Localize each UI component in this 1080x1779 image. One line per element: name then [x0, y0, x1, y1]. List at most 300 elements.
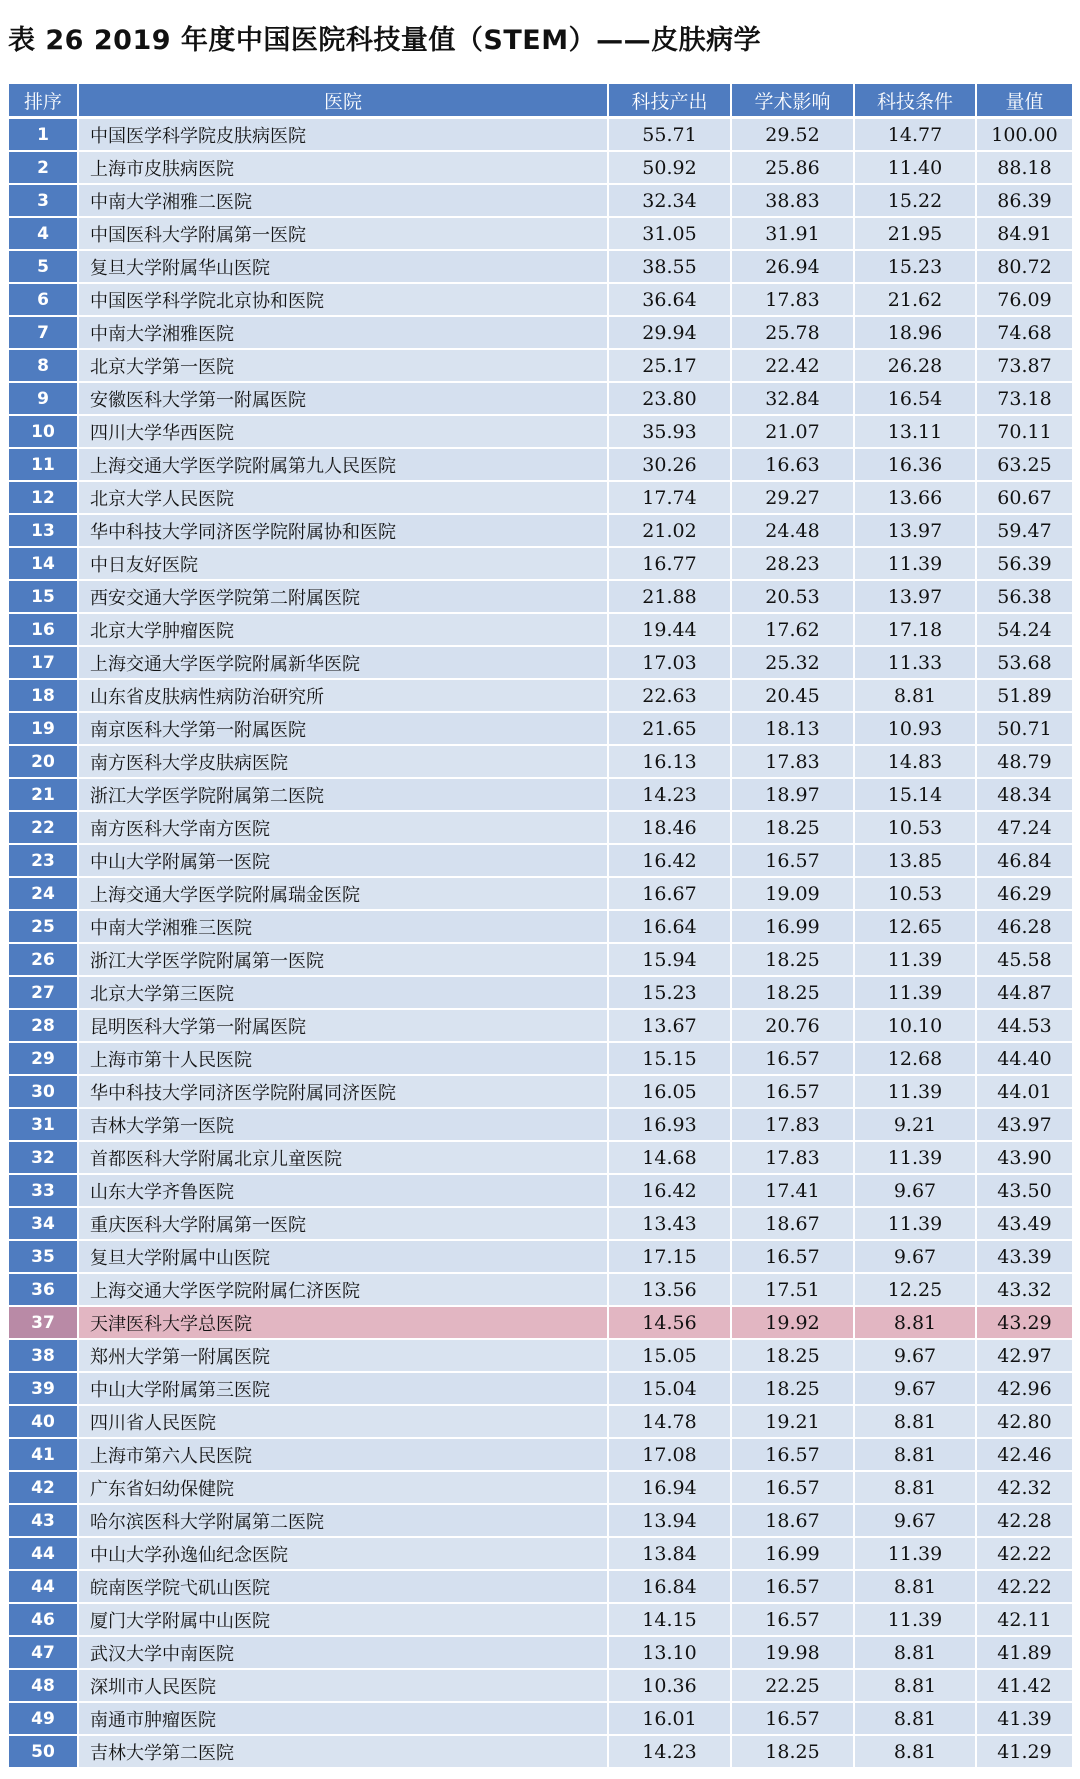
hospital-cell: 郑州大学第一附属医院: [79, 1340, 609, 1373]
output-cell: 21.02: [609, 515, 732, 548]
output-cell: 14.23: [609, 779, 732, 812]
value-cell: 41.42: [977, 1670, 1072, 1703]
table-row: [9, 1307, 1072, 1340]
table-row: [9, 1274, 1072, 1307]
value-cell: 70.11: [977, 416, 1072, 449]
output-cell: 16.77: [609, 548, 732, 581]
rank-cell: 21: [9, 779, 79, 812]
condition-cell: 21.62: [855, 284, 977, 317]
header-value: 量值: [977, 84, 1072, 119]
rank-cell: 13: [9, 515, 79, 548]
table-body: [9, 119, 1072, 1769]
hospital-cell: 中山大学附属第三医院: [79, 1373, 609, 1406]
rank-cell: 49: [9, 1703, 79, 1736]
table-row: [9, 812, 1072, 845]
table-row: [9, 581, 1072, 614]
academic-cell: 18.25: [732, 1373, 855, 1406]
table-row: [9, 1340, 1072, 1373]
hospital-cell: 安徽医科大学第一附属医院: [79, 383, 609, 416]
rank-cell: 39: [9, 1373, 79, 1406]
table-row: [9, 1241, 1072, 1274]
rank-cell: 15: [9, 581, 79, 614]
header-output: 科技产出: [609, 84, 732, 119]
academic-cell: 32.84: [732, 383, 855, 416]
output-cell: 19.44: [609, 614, 732, 647]
rank-cell: 26: [9, 944, 79, 977]
rank-cell: 32: [9, 1142, 79, 1175]
condition-cell: 18.96: [855, 317, 977, 350]
hospital-cell: 吉林大学第二医院: [79, 1736, 609, 1769]
value-cell: 45.58: [977, 944, 1072, 977]
value-cell: 88.18: [977, 152, 1072, 185]
hospital-cell: 中日友好医院: [79, 548, 609, 581]
output-cell: 14.23: [609, 1736, 732, 1769]
rank-cell: 7: [9, 317, 79, 350]
value-cell: 48.34: [977, 779, 1072, 812]
academic-cell: 16.57: [732, 1439, 855, 1472]
hospital-cell: 广东省妇幼保健院: [79, 1472, 609, 1505]
hospital-cell: 四川省人民医院: [79, 1406, 609, 1439]
hospital-cell: 浙江大学医学院附属第二医院: [79, 779, 609, 812]
output-cell: 15.23: [609, 977, 732, 1010]
academic-cell: 17.41: [732, 1175, 855, 1208]
rank-cell: 33: [9, 1175, 79, 1208]
condition-cell: 11.39: [855, 977, 977, 1010]
table-row: [9, 449, 1072, 482]
value-cell: 73.87: [977, 350, 1072, 383]
hospital-cell: 上海市皮肤病医院: [79, 152, 609, 185]
value-cell: 41.29: [977, 1736, 1072, 1769]
output-cell: 13.56: [609, 1274, 732, 1307]
table-row: [9, 383, 1072, 416]
academic-cell: 22.25: [732, 1670, 855, 1703]
value-cell: 86.39: [977, 185, 1072, 218]
value-cell: 43.97: [977, 1109, 1072, 1142]
value-cell: 53.68: [977, 647, 1072, 680]
table-row: [9, 1010, 1072, 1043]
hospital-cell: 吉林大学第一医院: [79, 1109, 609, 1142]
academic-cell: 16.57: [732, 1241, 855, 1274]
value-cell: 50.71: [977, 713, 1072, 746]
condition-cell: 13.97: [855, 581, 977, 614]
hospital-cell: 中国医学科学院皮肤病医院: [79, 119, 609, 152]
value-cell: 56.39: [977, 548, 1072, 581]
value-cell: 42.46: [977, 1439, 1072, 1472]
table-row: [9, 1604, 1072, 1637]
table-row: [9, 779, 1072, 812]
condition-cell: 14.83: [855, 746, 977, 779]
hospital-cell: 山东大学齐鲁医院: [79, 1175, 609, 1208]
output-cell: 30.26: [609, 449, 732, 482]
rank-cell: 42: [9, 1472, 79, 1505]
academic-cell: 16.57: [732, 1703, 855, 1736]
academic-cell: 16.57: [732, 1571, 855, 1604]
output-cell: 38.55: [609, 251, 732, 284]
table-row: [9, 1043, 1072, 1076]
hospital-cell: 华中科技大学同济医学院附属协和医院: [79, 515, 609, 548]
output-cell: 16.67: [609, 878, 732, 911]
table-row: [9, 1109, 1072, 1142]
rank-cell: 29: [9, 1043, 79, 1076]
table-row: [9, 1703, 1072, 1736]
rank-cell: 2: [9, 152, 79, 185]
academic-cell: 18.25: [732, 1340, 855, 1373]
output-cell: 17.15: [609, 1241, 732, 1274]
table-row: [9, 350, 1072, 383]
rank-cell: 10: [9, 416, 79, 449]
hospital-cell: 哈尔滨医科大学附属第二医院: [79, 1505, 609, 1538]
academic-cell: 16.63: [732, 449, 855, 482]
hospital-cell: 皖南医学院弋矶山医院: [79, 1571, 609, 1604]
output-cell: 13.43: [609, 1208, 732, 1241]
table-row: [9, 1736, 1072, 1769]
value-cell: 84.91: [977, 218, 1072, 251]
academic-cell: 25.78: [732, 317, 855, 350]
rank-cell: 16: [9, 614, 79, 647]
academic-cell: 22.42: [732, 350, 855, 383]
value-cell: 51.89: [977, 680, 1072, 713]
hospital-cell: 上海交通大学医学院附属新华医院: [79, 647, 609, 680]
condition-cell: 14.77: [855, 119, 977, 152]
value-cell: 46.29: [977, 878, 1072, 911]
output-cell: 17.08: [609, 1439, 732, 1472]
condition-cell: 11.33: [855, 647, 977, 680]
rank-cell: 23: [9, 845, 79, 878]
condition-cell: 10.53: [855, 878, 977, 911]
output-cell: 17.03: [609, 647, 732, 680]
academic-cell: 17.83: [732, 1142, 855, 1175]
value-cell: 100.00: [977, 119, 1072, 152]
value-cell: 54.24: [977, 614, 1072, 647]
academic-cell: 20.76: [732, 1010, 855, 1043]
academic-cell: 28.23: [732, 548, 855, 581]
hospital-cell: 华中科技大学同济医学院附属同济医院: [79, 1076, 609, 1109]
condition-cell: 8.81: [855, 1670, 977, 1703]
rank-cell: 30: [9, 1076, 79, 1109]
output-cell: 16.13: [609, 746, 732, 779]
hospital-cell: 中南大学湘雅三医院: [79, 911, 609, 944]
rank-cell: 46: [9, 1604, 79, 1637]
value-cell: 44.40: [977, 1043, 1072, 1076]
table-row: [9, 614, 1072, 647]
hospital-cell: 中山大学附属第一医院: [79, 845, 609, 878]
academic-cell: 18.13: [732, 713, 855, 746]
condition-cell: 17.18: [855, 614, 977, 647]
output-cell: 13.67: [609, 1010, 732, 1043]
table-row: [9, 845, 1072, 878]
rank-cell: 48: [9, 1670, 79, 1703]
value-cell: 44.01: [977, 1076, 1072, 1109]
rank-cell: 22: [9, 812, 79, 845]
rank-cell: 38: [9, 1340, 79, 1373]
academic-cell: 18.67: [732, 1505, 855, 1538]
value-cell: 63.25: [977, 449, 1072, 482]
output-cell: 13.10: [609, 1637, 732, 1670]
academic-cell: 18.25: [732, 977, 855, 1010]
table-header: [9, 84, 1072, 119]
output-cell: 50.92: [609, 152, 732, 185]
academic-cell: 29.27: [732, 482, 855, 515]
condition-cell: 12.68: [855, 1043, 977, 1076]
rank-cell: 20: [9, 746, 79, 779]
output-cell: 16.42: [609, 845, 732, 878]
hospital-cell: 上海交通大学医学院附属瑞金医院: [79, 878, 609, 911]
hospital-cell: 上海交通大学医学院附属仁济医院: [79, 1274, 609, 1307]
condition-cell: 11.39: [855, 1538, 977, 1571]
table-row: [9, 1670, 1072, 1703]
value-cell: 42.28: [977, 1505, 1072, 1538]
academic-cell: 20.45: [732, 680, 855, 713]
rank-cell: 31: [9, 1109, 79, 1142]
header-row: [9, 84, 1072, 119]
output-cell: 16.94: [609, 1472, 732, 1505]
hospital-cell: 浙江大学医学院附属第一医院: [79, 944, 609, 977]
rank-cell: 25: [9, 911, 79, 944]
condition-cell: 9.67: [855, 1241, 977, 1274]
value-cell: 46.84: [977, 845, 1072, 878]
condition-cell: 11.39: [855, 548, 977, 581]
value-cell: 46.28: [977, 911, 1072, 944]
value-cell: 41.89: [977, 1637, 1072, 1670]
output-cell: 36.64: [609, 284, 732, 317]
table-row: [9, 680, 1072, 713]
hospital-cell: 中南大学湘雅二医院: [79, 185, 609, 218]
hospital-cell: 中南大学湘雅医院: [79, 317, 609, 350]
rank-cell: 17: [9, 647, 79, 680]
output-cell: 16.42: [609, 1175, 732, 1208]
output-cell: 16.93: [609, 1109, 732, 1142]
condition-cell: 11.39: [855, 1604, 977, 1637]
academic-cell: 18.25: [732, 944, 855, 977]
condition-cell: 21.95: [855, 218, 977, 251]
academic-cell: 26.94: [732, 251, 855, 284]
rank-cell: 27: [9, 977, 79, 1010]
hospital-cell: 中山大学孙逸仙纪念医院: [79, 1538, 609, 1571]
condition-cell: 8.81: [855, 1637, 977, 1670]
table-row: [9, 713, 1072, 746]
academic-cell: 19.98: [732, 1637, 855, 1670]
value-cell: 80.72: [977, 251, 1072, 284]
condition-cell: 9.67: [855, 1340, 977, 1373]
hospital-cell: 复旦大学附属华山医院: [79, 251, 609, 284]
academic-cell: 16.57: [732, 1076, 855, 1109]
output-cell: 15.15: [609, 1043, 732, 1076]
table-row: [9, 647, 1072, 680]
rank-cell: 9: [9, 383, 79, 416]
output-cell: 22.63: [609, 680, 732, 713]
output-cell: 13.84: [609, 1538, 732, 1571]
condition-cell: 13.11: [855, 416, 977, 449]
output-cell: 16.05: [609, 1076, 732, 1109]
hospital-cell: 北京大学肿瘤医院: [79, 614, 609, 647]
hospital-cell: 武汉大学中南医院: [79, 1637, 609, 1670]
table-row: [9, 251, 1072, 284]
condition-cell: 11.40: [855, 152, 977, 185]
academic-cell: 16.99: [732, 1538, 855, 1571]
academic-cell: 19.21: [732, 1406, 855, 1439]
condition-cell: 12.65: [855, 911, 977, 944]
output-cell: 25.17: [609, 350, 732, 383]
academic-cell: 17.83: [732, 1109, 855, 1142]
table-row: [9, 416, 1072, 449]
rank-cell: 47: [9, 1637, 79, 1670]
condition-cell: 8.81: [855, 680, 977, 713]
table-row: [9, 911, 1072, 944]
output-cell: 14.15: [609, 1604, 732, 1637]
table-row: [9, 185, 1072, 218]
academic-cell: 17.51: [732, 1274, 855, 1307]
rank-cell: 44: [9, 1571, 79, 1604]
rank-cell: 34: [9, 1208, 79, 1241]
rank-cell: 19: [9, 713, 79, 746]
academic-cell: 16.57: [732, 1043, 855, 1076]
table-row: [9, 119, 1072, 152]
condition-cell: 16.54: [855, 383, 977, 416]
hospital-cell: 上海市第十人民医院: [79, 1043, 609, 1076]
academic-cell: 18.25: [732, 1736, 855, 1769]
output-cell: 18.46: [609, 812, 732, 845]
condition-cell: 15.14: [855, 779, 977, 812]
condition-cell: 8.81: [855, 1406, 977, 1439]
table-row: [9, 218, 1072, 251]
value-cell: 73.18: [977, 383, 1072, 416]
hospital-cell: 昆明医科大学第一附属医院: [79, 1010, 609, 1043]
condition-cell: 8.81: [855, 1703, 977, 1736]
output-cell: 31.05: [609, 218, 732, 251]
hospital-cell: 首都医科大学附属北京儿童医院: [79, 1142, 609, 1175]
table-row: [9, 1142, 1072, 1175]
rank-cell: 44: [9, 1538, 79, 1571]
academic-cell: 17.62: [732, 614, 855, 647]
table-row: [9, 548, 1072, 581]
academic-cell: 20.53: [732, 581, 855, 614]
output-cell: 55.71: [609, 119, 732, 152]
value-cell: 76.09: [977, 284, 1072, 317]
condition-cell: 9.67: [855, 1373, 977, 1406]
output-cell: 35.93: [609, 416, 732, 449]
rank-cell: 36: [9, 1274, 79, 1307]
academic-cell: 17.83: [732, 284, 855, 317]
rank-cell: 37: [9, 1307, 79, 1340]
value-cell: 43.32: [977, 1274, 1072, 1307]
academic-cell: 16.99: [732, 911, 855, 944]
output-cell: 15.04: [609, 1373, 732, 1406]
hospital-cell: 南京医科大学第一附属医院: [79, 713, 609, 746]
value-cell: 42.22: [977, 1538, 1072, 1571]
output-cell: 16.01: [609, 1703, 732, 1736]
condition-cell: 15.23: [855, 251, 977, 284]
condition-cell: 10.10: [855, 1010, 977, 1043]
output-cell: 32.34: [609, 185, 732, 218]
hospital-cell: 四川大学华西医院: [79, 416, 609, 449]
value-cell: 42.80: [977, 1406, 1072, 1439]
condition-cell: 13.66: [855, 482, 977, 515]
academic-cell: 18.67: [732, 1208, 855, 1241]
condition-cell: 16.36: [855, 449, 977, 482]
academic-cell: 18.25: [732, 812, 855, 845]
academic-cell: 31.91: [732, 218, 855, 251]
condition-cell: 9.67: [855, 1175, 977, 1208]
condition-cell: 11.39: [855, 1142, 977, 1175]
rank-cell: 41: [9, 1439, 79, 1472]
table-title: 表 26 2019 年度中国医院科技量值（STEM）——皮肤病学: [8, 25, 762, 56]
academic-cell: 24.48: [732, 515, 855, 548]
academic-cell: 19.92: [732, 1307, 855, 1340]
rank-cell: 4: [9, 218, 79, 251]
academic-cell: 25.86: [732, 152, 855, 185]
condition-cell: 13.85: [855, 845, 977, 878]
rank-cell: 28: [9, 1010, 79, 1043]
hospital-cell: 重庆医科大学附属第一医院: [79, 1208, 609, 1241]
academic-cell: 18.97: [732, 779, 855, 812]
academic-cell: 17.83: [732, 746, 855, 779]
academic-cell: 25.32: [732, 647, 855, 680]
rank-cell: 6: [9, 284, 79, 317]
rank-cell: 24: [9, 878, 79, 911]
academic-cell: 16.57: [732, 845, 855, 878]
table-row: [9, 1175, 1072, 1208]
output-cell: 16.84: [609, 1571, 732, 1604]
condition-cell: 13.97: [855, 515, 977, 548]
academic-cell: 16.57: [732, 1604, 855, 1637]
hospital-cell: 深圳市人民医院: [79, 1670, 609, 1703]
rank-cell: 5: [9, 251, 79, 284]
table-row: [9, 1439, 1072, 1472]
table-row: [9, 977, 1072, 1010]
table-row: [9, 1505, 1072, 1538]
hospital-cell: 中国医科大学附属第一医院: [79, 218, 609, 251]
output-cell: 23.80: [609, 383, 732, 416]
condition-cell: 8.81: [855, 1439, 977, 1472]
value-cell: 56.38: [977, 581, 1072, 614]
value-cell: 44.53: [977, 1010, 1072, 1043]
condition-cell: 12.25: [855, 1274, 977, 1307]
output-cell: 15.05: [609, 1340, 732, 1373]
output-cell: 14.78: [609, 1406, 732, 1439]
hospital-cell: 南方医科大学皮肤病医院: [79, 746, 609, 779]
table-row: [9, 482, 1072, 515]
output-cell: 10.36: [609, 1670, 732, 1703]
output-cell: 17.74: [609, 482, 732, 515]
value-cell: 43.90: [977, 1142, 1072, 1175]
rank-cell: 12: [9, 482, 79, 515]
table-row: [9, 1571, 1072, 1604]
academic-cell: 19.09: [732, 878, 855, 911]
value-cell: 60.67: [977, 482, 1072, 515]
rank-cell: 40: [9, 1406, 79, 1439]
header-rank: 排序: [9, 84, 79, 119]
output-cell: 21.88: [609, 581, 732, 614]
output-cell: 14.68: [609, 1142, 732, 1175]
condition-cell: 8.81: [855, 1472, 977, 1505]
value-cell: 43.50: [977, 1175, 1072, 1208]
hospital-cell: 山东省皮肤病性病防治研究所: [79, 680, 609, 713]
hospital-cell: 北京大学第一医院: [79, 350, 609, 383]
output-cell: 13.94: [609, 1505, 732, 1538]
hospital-cell: 上海市第六人民医院: [79, 1439, 609, 1472]
hospital-cell: 南方医科大学南方医院: [79, 812, 609, 845]
header-condition: 科技条件: [855, 84, 977, 119]
hospital-cell: 南通市肿瘤医院: [79, 1703, 609, 1736]
condition-cell: 10.93: [855, 713, 977, 746]
rank-cell: 11: [9, 449, 79, 482]
rank-cell: 43: [9, 1505, 79, 1538]
hospital-cell: 中国医学科学院北京协和医院: [79, 284, 609, 317]
output-cell: 21.65: [609, 713, 732, 746]
table-row: [9, 1373, 1072, 1406]
hospital-cell: 上海交通大学医学院附属第九人民医院: [79, 449, 609, 482]
academic-cell: 21.07: [732, 416, 855, 449]
